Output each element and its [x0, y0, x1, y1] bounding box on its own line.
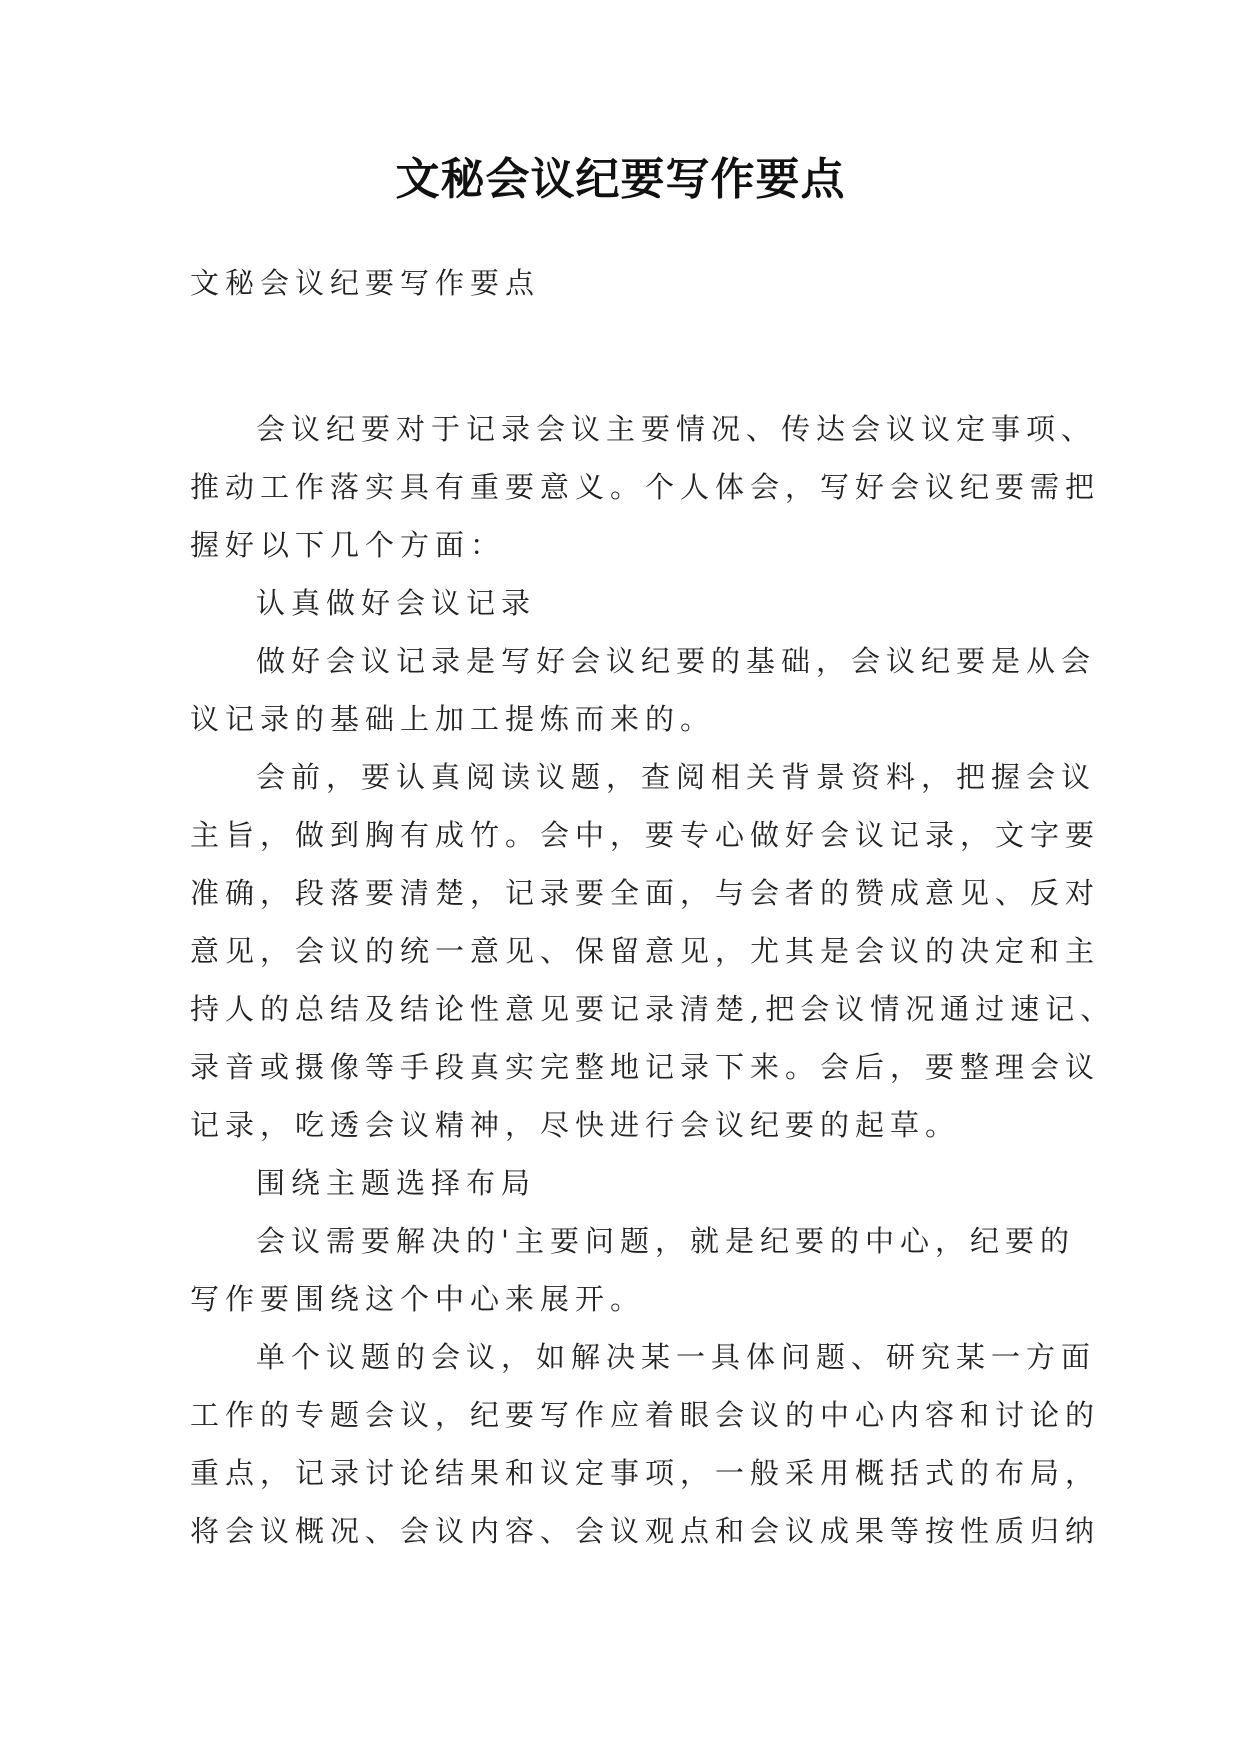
paragraph-line: 准确，段落要清楚，记录要全面，与会者的赞成意见、反对 — [190, 876, 1101, 910]
paragraph-line: 单个议题的会议，如解决某一具体问题、研究某一方面 — [256, 1340, 1097, 1374]
paragraph-line: 记录，吃透会议精神，尽快进行会议纪要的起草。 — [190, 1108, 961, 1142]
paragraph-line: 会议纪要对于记录会议主要情况、传达会议议定事项、 — [256, 412, 1097, 446]
paragraph-line: 重点，记录讨论结果和议定事项，一般采用概括式的布局， — [190, 1456, 1101, 1490]
paragraph-line: 会前，要认真阅读议题，查阅相关背景资料，把握会议 — [256, 760, 1097, 794]
section-heading: 围绕主题选择布局 — [256, 1166, 537, 1200]
paragraph-line: 握好以下几个方面： — [190, 528, 506, 562]
paragraph-line: 主旨，做到胸有成竹。会中，要专心做好会议记录，文字要 — [190, 818, 1101, 852]
paragraph-line: 录音或摄像等手段真实完整地记录下来。会后，要整理会议 — [190, 1050, 1101, 1084]
paragraph-line: 做好会议记录是写好会议纪要的基础，会议纪要是从会 — [256, 644, 1097, 678]
document-title: 文秘会议纪要写作要点 — [395, 154, 846, 205]
section-heading: 认真做好会议记录 — [256, 586, 537, 620]
paragraph-line: 将会议概况、会议内容、会议观点和会议成果等按性质归纳 — [190, 1514, 1101, 1548]
paragraph-line: 写作要围绕这个中心来展开。 — [190, 1282, 646, 1316]
document-body — [190, 400, 1116, 1560]
paragraph-line: 持人的总结及结论性意见要记录清楚,把会议情况通过速记、 — [190, 992, 1116, 1026]
paragraph-line: 意见，会议的统一意见、保留意见，尤其是会议的决定和主 — [190, 934, 1101, 968]
document-subtitle: 文秘会议纪要写作要点 — [190, 266, 541, 300]
paragraph-line: 工作的专题会议，纪要写作应着眼会议的中心内容和讨论的 — [190, 1398, 1101, 1432]
paragraph-line: 会议需要解决的'主要问题，就是纪要的中心，纪要的 — [256, 1224, 1075, 1258]
paragraph-line: 议记录的基础上加工提炼而来的。 — [190, 702, 716, 736]
paragraph-line: 推动工作落实具有重要意义。个人体会，写好会议纪要需把 — [190, 470, 1101, 504]
